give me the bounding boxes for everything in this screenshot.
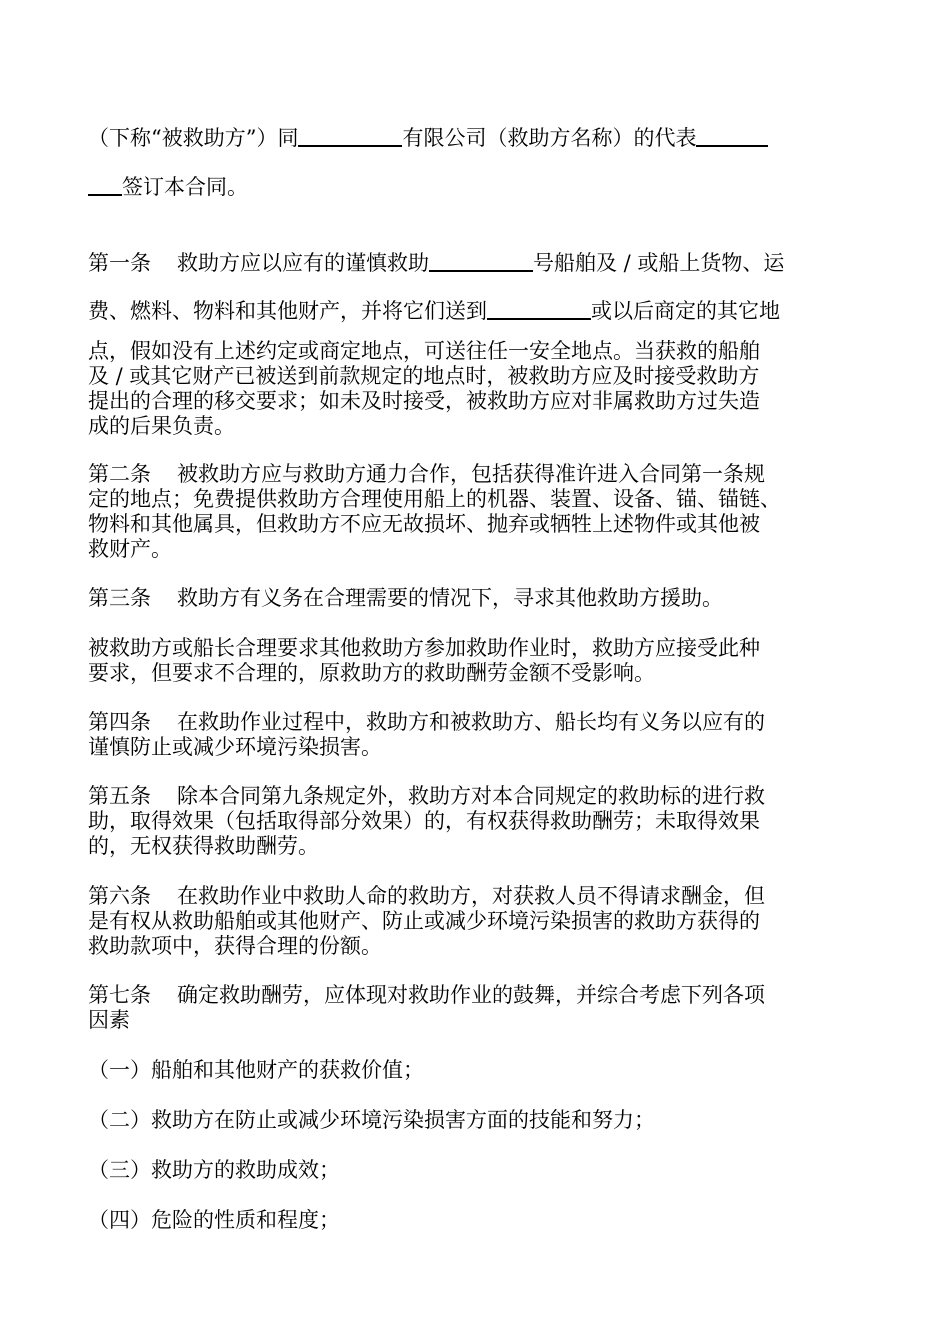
article-line	[88, 462, 868, 487]
article-text: 被救助方或船长合理要求其他救助方参加救助作业时，救助方应接受此种	[88, 636, 760, 660]
intro-paragraph	[88, 125, 868, 150]
article-text: 提出的合理的移交要求；如未及时接受，被救助方应对非属救助方过失造	[88, 389, 760, 413]
article-text: 点，假如没有上述约定或商定地点，可送往任一安全地点。当获救的船舶	[88, 339, 760, 363]
article-number: 第二条	[88, 462, 151, 486]
article-number: 第四条	[88, 710, 151, 734]
article-text: 定的地点；免费提供救助方合理使用船上的机器、装置、设备、锚、锚链、	[88, 487, 781, 511]
intro-line-2	[88, 174, 868, 199]
intro-text: （下称“被救助方”）同	[88, 126, 299, 150]
list-item	[88, 1108, 868, 1133]
article-line	[88, 710, 868, 735]
article-number: 第七条	[88, 983, 151, 1007]
blank-field[interactable]	[298, 127, 402, 147]
article-6	[88, 884, 868, 959]
article-text: 物料和其他属具，但救助方不应无故损坏、抛弃或牺牲上述物件或其他被	[88, 512, 760, 536]
article-4	[88, 710, 868, 760]
article-7	[88, 983, 868, 1033]
article-1	[88, 250, 868, 275]
list-item	[88, 1208, 868, 1233]
article-text: 救助款项中，获得合理的份额。	[88, 934, 382, 958]
article-text: 救财产。	[88, 537, 172, 561]
article-5	[88, 784, 868, 859]
list-item	[88, 1158, 868, 1183]
list-item-text: （四）危险的性质和程度；	[88, 1208, 340, 1232]
article-1-body	[88, 339, 868, 439]
article-text: 救助方有义务在合理需要的情况下，寻求其他救助方援助。	[177, 586, 723, 610]
article-number: 第六条	[88, 884, 151, 908]
article-text: 费、燃料、物料和其他财产，并将它们送到	[88, 299, 487, 323]
article-line	[88, 983, 868, 1008]
intro-paragraph-cont	[88, 174, 868, 199]
article-text: 要求，但要求不合理的，原救助方的救助酬劳金额不受影响。	[88, 661, 655, 685]
article-number: 第五条	[88, 784, 151, 808]
article-3-paragraph-2	[88, 636, 868, 686]
article-number: 第三条	[88, 586, 151, 610]
article-text: 因素	[88, 1008, 130, 1032]
article-1-cont	[88, 298, 868, 323]
article-text: 除本合同第九条规定外，救助方对本合同规定的救助标的进行救	[177, 784, 765, 808]
list-item	[88, 1058, 868, 1083]
blank-field[interactable]	[88, 176, 122, 196]
list-item-text: （一）船舶和其他财产的获救价值；	[88, 1058, 424, 1082]
article-line	[88, 250, 868, 275]
article-text: 号船舶及 / 或船上货物、运	[533, 251, 785, 275]
blank-field[interactable]	[487, 300, 591, 320]
article-text: 及 / 或其它财产已被送到前款规定的地点时，被救助方应及时接受救助方	[88, 364, 760, 388]
article-text: 救助方应以应有的谨慎救助	[177, 251, 429, 275]
article-2	[88, 462, 868, 562]
article-text: 的，无权获得救助酬劳。	[88, 834, 319, 858]
intro-text: 有限公司（救助方名称）的代表	[402, 126, 697, 150]
blank-field[interactable]	[429, 252, 533, 272]
article-line	[88, 298, 868, 323]
article-number: 第一条	[88, 251, 151, 275]
article-line	[88, 784, 868, 809]
list-item-text: （三）救助方的救助成效；	[88, 1158, 340, 1182]
article-text: 确定救助酬劳，应体现对救助作业的鼓舞，并综合考虑下列各项	[177, 983, 765, 1007]
article-text: 在救助作业中救助人命的救助方，对获救人员不得请求酬金，但	[177, 884, 765, 908]
article-line	[88, 586, 868, 611]
article-text: 成的后果负责。	[88, 414, 235, 438]
list-item-text: （二）救助方在防止或减少环境污染损害方面的技能和努力；	[88, 1108, 655, 1132]
article-text: 在救助作业过程中，救助方和被救助方、船长均有义务以应有的	[177, 710, 765, 734]
article-text: 或以后商定的其它地	[591, 299, 780, 323]
article-text: 谨慎防止或减少环境污染损害。	[88, 735, 382, 759]
intro-line-1	[88, 125, 868, 150]
article-text: 被救助方应与救助方通力合作，包括获得准许进入合同第一条规	[177, 462, 765, 486]
article-text: 助，取得效果（包括取得部分效果）的，有权获得救助酬劳；未取得效果	[88, 809, 760, 833]
article-3	[88, 586, 868, 611]
article-text: 是有权从救助船舶或其他财产、防止或减少环境污染损害的救助方获得的	[88, 909, 760, 933]
blank-field[interactable]	[696, 127, 768, 147]
article-line	[88, 884, 868, 909]
intro-text: 签订本合同。	[122, 175, 248, 199]
